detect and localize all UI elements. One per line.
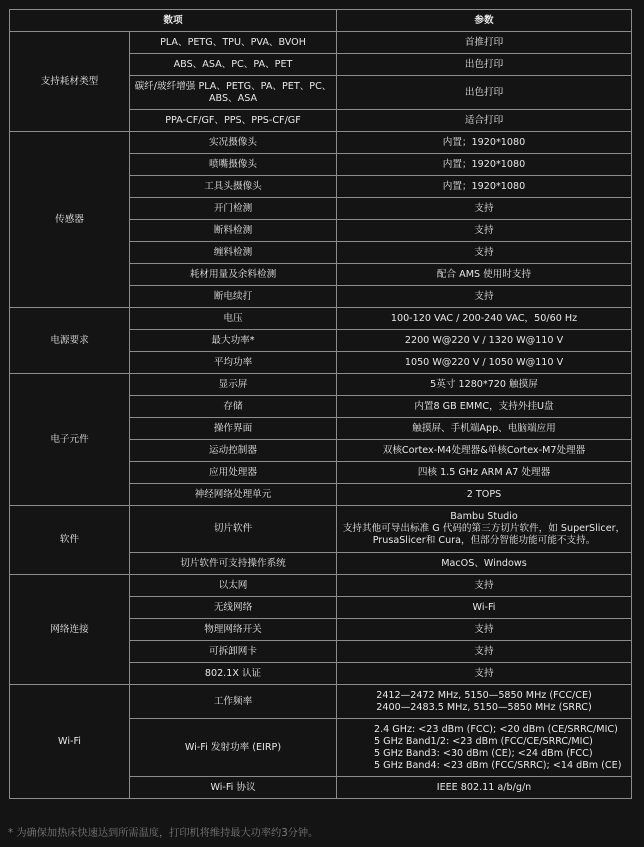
category-cell: Wi-Fi xyxy=(10,685,130,799)
item-cell: 缠料检测 xyxy=(130,242,337,264)
item-cell: 耗材用量及余料检测 xyxy=(130,264,337,286)
footnote: * 为确保加热床快速达到所需温度，打印机将维持最大功率约3分钟。 xyxy=(8,828,319,839)
value-cell: 配合 AMS 使用时支持 xyxy=(337,264,632,286)
item-cell: 可拆卸网卡 xyxy=(130,641,337,663)
value-cell: 触摸屏、手机端App、电脑端应用 xyxy=(337,418,632,440)
item-cell: 开门检测 xyxy=(130,198,337,220)
item-cell: 802.1X 认证 xyxy=(130,663,337,685)
value-cell: 内置8 GB EMMC，支持外挂U盘 xyxy=(337,396,632,418)
table-row xyxy=(10,32,632,54)
spec-table xyxy=(9,9,632,799)
item-cell: ABS、ASA、PC、PA、PET xyxy=(130,54,337,76)
item-cell: 应用处理器 xyxy=(130,462,337,484)
value-cell: 内置；1920*1080 xyxy=(337,132,632,154)
item-cell: 无线网络 xyxy=(130,597,337,619)
item-cell: 物理网络开关 xyxy=(130,619,337,641)
value-cell: 支持 xyxy=(337,286,632,308)
item-cell: Wi-Fi 发射功率 (EIRP) xyxy=(130,719,337,777)
item-cell: 显示屏 xyxy=(130,374,337,396)
item-cell: PLA、PETG、TPU、PVA、BVOH xyxy=(130,32,337,54)
value-cell: 支持 xyxy=(337,220,632,242)
value-cell: 出色打印 xyxy=(337,54,632,76)
category-cell: 网络连接 xyxy=(10,575,130,685)
value-cell: 首推打印 xyxy=(337,32,632,54)
item-cell: 断料检测 xyxy=(130,220,337,242)
table-header-row xyxy=(10,10,632,32)
item-cell: 操作界面 xyxy=(130,418,337,440)
value-cell: Wi-Fi xyxy=(337,597,632,619)
value-cell: 2200 W@220 V / 1320 W@110 V xyxy=(337,330,632,352)
header-item: 数项 xyxy=(10,10,337,32)
value-cell: 支持 xyxy=(337,242,632,264)
item-cell: 工具头摄像头 xyxy=(130,176,337,198)
value-cell: 5英寸 1280*720 触摸屏 xyxy=(337,374,632,396)
item-cell: 神经网络处理单元 xyxy=(130,484,337,506)
table-row xyxy=(10,374,632,396)
item-cell: 电压 xyxy=(130,308,337,330)
item-cell: 喷嘴摄像头 xyxy=(130,154,337,176)
value-cell: 2 TOPS xyxy=(337,484,632,506)
table-row xyxy=(10,575,632,597)
value-cell: 双核Cortex-M4处理器&单核Cortex-M7处理器 xyxy=(337,440,632,462)
item-cell: 断电续打 xyxy=(130,286,337,308)
value-cell: 出色打印 xyxy=(337,76,632,110)
category-cell: 传感器 xyxy=(10,132,130,308)
category-cell: 电源要求 xyxy=(10,308,130,374)
table-row xyxy=(10,308,632,330)
category-cell: 电子元件 xyxy=(10,374,130,506)
value-cell: 支持 xyxy=(337,198,632,220)
value-cell: 支持 xyxy=(337,641,632,663)
value-cell: 支持 xyxy=(337,663,632,685)
value-cell: 支持 xyxy=(337,619,632,641)
value-cell: 2.4 GHz: <23 dBm (FCC); <20 dBm (CE/SRRC/MIC) 5 GHz Band1/2: <23 dBm (FCC/CE/SRRC/MIC) 5 GHz Band3: <30 dBm (CE); <24 dBm (FCC) 5 GHz Band4: <23 dBm (FCC/SRRC); <14 dBm (CE) xyxy=(337,719,632,777)
category-cell: 软件 xyxy=(10,506,130,575)
item-cell: PPA-CF/GF、PPS、PPS-CF/GF xyxy=(130,110,337,132)
category-cell: 支持耗材类型 xyxy=(10,32,130,132)
value-cell: IEEE 802.11 a/b/g/n xyxy=(337,777,632,799)
item-cell: 存储 xyxy=(130,396,337,418)
header-value: 参数 xyxy=(337,10,632,32)
value-cell: 适合打印 xyxy=(337,110,632,132)
item-cell: 碳纤/玻纤增强 PLA、PETG、PA、PET、PC、 ABS、ASA xyxy=(130,76,337,110)
item-cell: 以太网 xyxy=(130,575,337,597)
table-row xyxy=(10,506,632,553)
value-cell: Bambu Studio 支持其他可导出标准 G 代码的第三方切片软件，如 SuperSlicer， PrusaSlicer和 Cura，但部分智能功能可能不支持。 xyxy=(337,506,632,553)
item-cell: 切片软件 xyxy=(130,506,337,553)
value-cell: 1050 W@220 V / 1050 W@110 V xyxy=(337,352,632,374)
value-cell: 2412—2472 MHz, 5150—5850 MHz (FCC/CE) 2400—2483.5 MHz, 5150—5850 MHz (SRRC) xyxy=(337,685,632,719)
item-cell: 运动控制器 xyxy=(130,440,337,462)
value-cell: 内置；1920*1080 xyxy=(337,176,632,198)
item-cell: 平均功率 xyxy=(130,352,337,374)
spec-table-body xyxy=(10,32,632,799)
spec-table-wrapper xyxy=(9,9,631,799)
item-cell: Wi-Fi 协议 xyxy=(130,777,337,799)
item-cell: 实况摄像头 xyxy=(130,132,337,154)
value-cell: 四核 1.5 GHz ARM A7 处理器 xyxy=(337,462,632,484)
value-cell: 100-120 VAC / 200-240 VAC，50/60 Hz xyxy=(337,308,632,330)
item-cell: 最大功率* xyxy=(130,330,337,352)
item-cell: 工作频率 xyxy=(130,685,337,719)
item-cell: 切片软件可支持操作系统 xyxy=(130,553,337,575)
table-row xyxy=(10,685,632,719)
value-cell: 内置；1920*1080 xyxy=(337,154,632,176)
table-row xyxy=(10,132,632,154)
value-cell: 支持 xyxy=(337,575,632,597)
value-cell: MacOS、Windows xyxy=(337,553,632,575)
